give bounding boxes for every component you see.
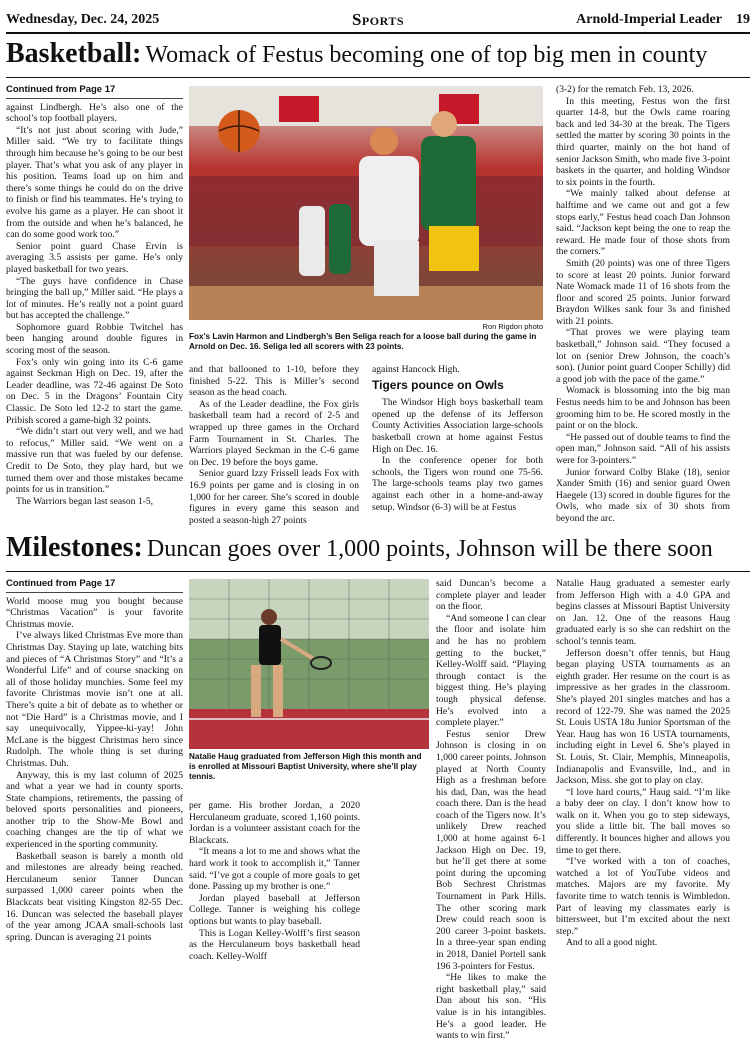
story1-headline (6, 38, 750, 78)
paragraph: against Lindbergh. He’s also one of the school’s top football players. (6, 101, 183, 125)
paragraph: “I love hard courts,” Haug said. “I’m like a baby deer on clay. I don’t know how to walk on it. When you go to step sideways, you slide a little bit. The ball moves so differently. It bounces higher and allows you time to get there. (556, 786, 730, 856)
page-header (6, 8, 750, 34)
tennis-photo (189, 579, 429, 749)
page-number: 19 (735, 12, 750, 27)
paragraph: Senior guard Izzy Frissell leads Fox with 16.9 points per game and is closing in on 1,000 for her career. She’s scored in double figures in every game this season and posted a season-high 27 points (189, 468, 359, 526)
story1-col3-lead: against Hancock High. (372, 364, 460, 375)
story1-column-1 (6, 84, 183, 528)
story2-column-1 (6, 578, 183, 978)
section-name: Sports (351, 10, 405, 29)
story2-headline-text: Duncan goes over 1,000 points, Johnson will be there soon (146, 536, 713, 562)
paragraph: “We mainly talked about defense at halftime and we came out and got a few stops early,” Festus head coach Dan Johnson said. “Jackson kept being the one to reap the reward. He made four of those shots from the corners.” (556, 188, 730, 258)
paragraph: Junior forward Colby Blake (18), senior Xander Smith (16) and senior guard Owen Haegele (13) scored in double figures for the Owls, who made six of 30 shots from beyond the arc. (556, 466, 730, 524)
paragraph: “It’s not just about scoring with Jude,” Miller said. “We try to facilitate things through him because he’s going to be our best player. That’s what you ask of any player in his position. Teams load up on him and there’s some things he could do on the drive to finish or find his teammates. He’s trying to evolve his game as a player. He can shoot it from the outside and when he’s balanced, he can do some good work too.” (6, 124, 183, 241)
paragraph: Sophomore guard Robbie Twitchel has been hanging around double figures in scoring most of the season. (6, 321, 183, 357)
basketball-photo (189, 86, 543, 320)
paragraph: In the conference opener for both schools, the Tigers won round one 75-56. The large-schools teams play two games against each other in a home-and-away setup. Windsor (6-3) will be at Festus (372, 455, 543, 513)
paragraph: World moose mug you bought because “Christmas Vacation” is your favorite Christmas movie. (6, 595, 183, 630)
paragraph: In this meeting, Festus won the first quarter 14-8, but the Owls came roaring back and led 34-30 at the break. The Tigers settled the matter by scoring 30 points in the third quarter, mainly on the hot hand of senior Jackson Smith, who made five 3-point baskets in the quarter, and holding Windsor to six points in the fourth. (556, 95, 730, 188)
story2-photo-caption: Natalie Haug graduated from Jefferson High this month and is enrolled at Missouri Baptist University, where she’ll play tennis. (189, 752, 422, 781)
paragraph: “The guys have confidence in Chase bringing the ball up,” Miller said. “He plays a lot of minutes. He’s really not a point guard but has accepted the challenge.” (6, 275, 183, 322)
story2-column-3 (436, 578, 546, 1042)
paragraph: Womack is blossoming into the big man Festus needs him to be and Johnson has been grooming him to be. He scored mostly in the paint or on the block. (556, 385, 730, 432)
paragraph: Anyway, this is my last column of 2025 and what a year we had in county sports. State champions, retirements, the passing of beloved sports personalities and pioneers, another trip to the Show-Me Bowl and coaching changes are the tip of what we experienced in the sporting community. (6, 769, 183, 851)
paragraph: Senior point guard Chase Ervin is averaging 3.5 assists per game. He’s only played basketball for two years. (6, 240, 183, 275)
paragraph: “He passed out of double teams to find the open man,” Johnson said. “All of his assists were for 3-pointers.” (556, 431, 730, 466)
story1-column-3 (372, 364, 543, 528)
paragraph: per game. His brother Jordan, a 2020 Herculaneum graduate, scored 1,160 points. Jordan is a volunteer assistant coach for the Blackcats. (189, 800, 360, 846)
story1-photo-caption: Fox’s Lavin Harmon and Lindbergh’s Ben Seliga reach for a loose ball during the game in Arnold on Dec. 16. Seliga led all scorers with 23 points. (189, 332, 537, 351)
paragraph: Jordan played baseball at Jefferson College. Tanner is weighing his college options but wants to play baseball. (189, 892, 360, 927)
paragraph: Fox’s only win going into its C-6 game against Seckman High on Dec. 19, after the Leader deadline, was 72-46 against De Soto on Dec. 5 in the Dragons’ Fountain City Classic. De Soto led 12-2 to start the game. Pribish scored a game-high 32 points. (6, 356, 183, 426)
story1-continued-label: Continued from Page 17 (6, 84, 183, 99)
story2-headline (6, 532, 750, 572)
paragraph: Festus senior Drew Johnson is closing in on 1,000 career points. Johnson played at North County High as a freshman before his dad, Dan, was the head coach there. Dan is the head coach of the Tigers now. It’s unlikely Drew reached 1,000 at home against 6-1 Jackson High on Dec. 19, but he’ll get there at some point during the upcoming Bob Sechrest Christmas Tournament in Park Hills. The other scoring mark Drew could reach soon is 200 career 3-point baskets. In a three-year span ending in 2018, Daniel Portell sank 196 3-pointers for Festus. (436, 728, 546, 972)
paragraph: “That proves we were playing team basketball,” Johnson said. “They focused a lot on (senior Drew Johnson, the coach’s son). (Junior point guard Cooper Schilly) did a good job with the pace of the game.” (556, 327, 730, 385)
paragraph: I’ve always liked Christmas Eve more than Christmas Day. Staying up late, watching bits and pieces of “A Christmas Story” and “It’s a Wonderful Life” and of course snacking on all of those holiday munchies. Some feel my favorite Christmas movie isn’t one at all. There’s quite a bit of debate as to whether or not “Die Hard” is a Christmas movie, and I say unequivocally, Yippee-ki-yay! John McLane is the biggest Christmas hero since Rudolph. The whole thing is set during Christmas. Duh. (6, 630, 183, 769)
paragraph: “It means a lot to me and shows what the hard work it took to accomplish it,” Tanner said. “I’ve got a couple of more goals to get done. Passing up my brother is one.” (189, 846, 360, 893)
story2-column-2 (189, 800, 360, 978)
paragraph: And to all a good night. (566, 937, 658, 949)
paragraph: and that ballooned to 1-10, before they finished 5-22. This is Miller’s second season as the head coach. (189, 364, 359, 399)
story2-column-4 (556, 578, 730, 978)
paragraph: “We didn’t start out very well, and we had to refocus,” Miller said. “We went on a massive run that was fueled by our defense. Credit to De Soto, they play hard, but we turned them over and those mistakes became points for us in transition.” (6, 426, 183, 496)
story1-column-4 (556, 84, 730, 528)
paragraph: “He likes to make the right basketball play,” said Dan about his son. “His value is in his intangibles. He’s a good leader. He wants to win first.” (436, 972, 546, 1042)
story2-kicker: Milestones: (6, 532, 143, 563)
paragraph: Natalie Haug graduated a semester early from Jefferson High with a 4.0 GPA and begins classes at Missouri Baptist University on Jan. 12. One of the reasons Haug graduated early is so she can redshirt on the school’s tennis team. (556, 578, 730, 647)
paragraph: This is Logan Kelley-Wolff’s first season as the Herculaneum boys basketball head coach. Kelley-Wolff (189, 927, 360, 962)
story1-kicker: Basketball: (6, 38, 142, 69)
paragraph: Basketball season is barely a month old and milestones are already being reached. Herculaneum senior Tanner Duncan surpassed 1,000 career points when the Blackcats beat visiting Kingston 82-55 Dec. 16. Duncan was selected the baseball player of the year among JCAA small-schools last spring. Duncan is averaging 21 points (6, 850, 183, 943)
paragraph: As of the Leader deadline, the Fox girls basketball team had a record of 2-5 and wrapped up three games in the Orchard Farm Tournament in St. Charles. The Warriors played Seckman in the C-6 game on Dec. 19 before the boys game. (189, 398, 359, 468)
story1-subhead: Tigers pounce on Owls (372, 377, 504, 392)
paragraph: The Windsor High boys basketball team opened up the defense of its Jefferson County Activities Association large-schools basketball crown at home against Festus High on Dec. 16. (372, 397, 543, 455)
story1-column-2 (189, 364, 359, 528)
story2-continued-label: Continued from Page 17 (6, 578, 183, 593)
newspaper-name: Arnold-Imperial Leader (576, 12, 722, 27)
paragraph: said Duncan’s become a complete player and leader on the floor. (436, 578, 546, 613)
paragraph: “I’ve worked with a ton of coaches, watched a lot of YouTube videos and matches. Majors are my favorite. My favorite time to watch tennis is Wimbledon. Part of leaving my classmates early is bittersweet, but I’m excited about the next step.” (556, 856, 730, 937)
story1-photo-credit: Ron Rigdon photo (482, 322, 543, 331)
paragraph: “And someone I can clear the floor and isolate him and he has no problem getting to the bucket,” Kelley-Wolff said. “Playing through contact is the biggest thing. He’s playing tough physical defense. He’s evolved into a complete player.” (436, 612, 546, 729)
paragraph: Smith (20 points) was one of three Tigers to score at least 20 points. Junior forward Nate Womack made 11 of 16 shots from the floor and scored 25 points. Junior forward Braydon Wilkes sank four 3s and finished with 21 points. (556, 257, 730, 327)
issue-date: Wednesday, Dec. 24, 2025 (6, 12, 160, 27)
paragraph: (3-2) for the rematch Feb. 13, 2026. (556, 84, 694, 95)
paragraph: The Warriors began last season 1-5, (16, 495, 154, 507)
paragraph: Jefferson doesn’t offer tennis, but Haug began playing USTA tournaments as an eighth grader. Her resume on the court is as impressive as her grades in the classroom. She’s played 201 singles matches and has a record of 122-79. She was named the 2025 St. Louis USTA 18u Junior Sportsman of the Year. Haug has won 16 USTA tournaments, including eight in Level 6. She’s played in St. Louis, St. Clair, Memphis, Minneapolis, Indianapolis and Evansville, Ind., and in Jackson, Miss. she got to play on clay. (556, 647, 730, 787)
story1-headline-text: Womack of Festus becoming one of top big men in county (145, 42, 708, 68)
